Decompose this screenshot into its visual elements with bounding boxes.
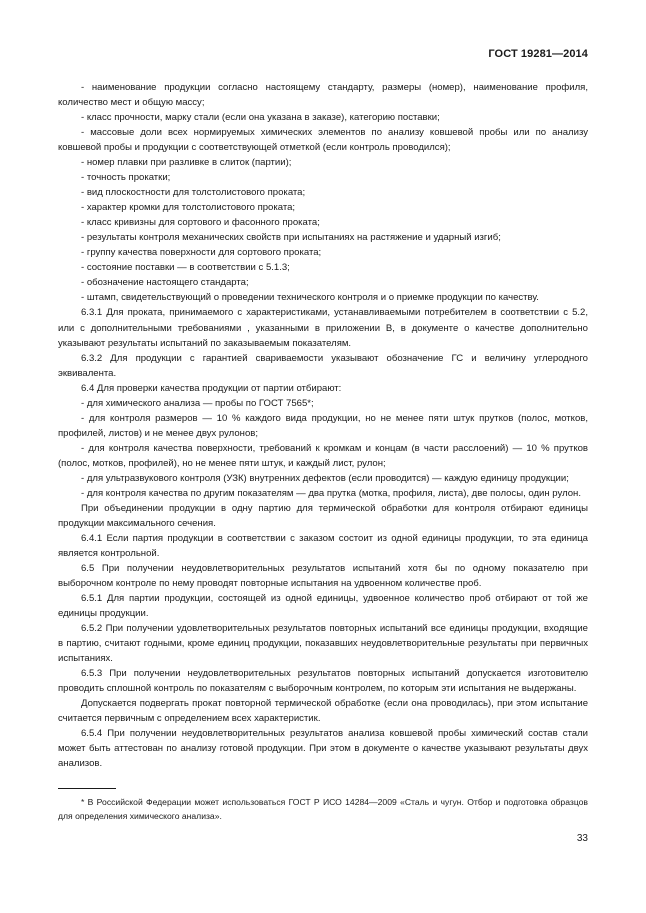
paragraph: - характер кромки для толстолистового проката; <box>81 202 296 214</box>
paragraph: - точность прокатки; <box>81 172 171 184</box>
paragraph: - класс прочности, марку стали (если она указана в заказе), категорию поставки; <box>81 112 440 124</box>
paragraph: 6.5.2 При получении удовлетворительных результатов повторных испытаний все единицы продукции, входящие в партию, считают годными, кроме единиц продукции, показавших неудовлетворительные результаты при первичных испытаниях. <box>58 623 588 665</box>
paragraph: 6.5.3 При получении неудовлетворительных результатов повторных испытаний допускается изготовителю проводить сплошной контроль по показателям с выборочным контролем, по которым эти испытания не выдержаны. <box>58 668 588 695</box>
paragraph: - вид плоскостности для толстолистового проката; <box>81 187 306 199</box>
paragraph: 6.4 Для проверки качества продукции от партии отбирают: <box>81 382 342 394</box>
footnote: * В Российской Федерации может использоваться ГОСТ Р ИСО 14284—2009 «Сталь и чугун. Отбор и подготовка образцов для определения химического анализа». <box>58 797 588 821</box>
paragraph: - состояние поставки — в соответствии с 5.1.3; <box>81 262 290 274</box>
paragraph: - для контроля качества по другим показателям — два прутка (мотка, профиля, листа), две полосы, один рулон. <box>81 487 581 499</box>
paragraph: - для контроля качества поверхности, требований к кромкам и концам (в части расслоений) — 10 % прутков (полос, мотков, профилей), но не менее пяти штук, и каждый лист, рулон; <box>58 442 588 469</box>
page-number: 33 <box>576 833 588 844</box>
paragraph: - обозначение настоящего стандарта; <box>81 277 249 289</box>
paragraph: 6.4.1 Если партия продукции в соответствии с заказом состоит из одной единицы продукции, то эта единица является контрольной. <box>58 532 588 559</box>
paragraph: - штамп, свидетельствующий о проведении технического контроля и о приемке продукции по качеству. <box>81 292 539 304</box>
paragraph: Допускается подвергать прокат повторной термической обработке (если она проводилась), при этом испытание считается первичным с определением всех характеристик. <box>58 698 588 725</box>
paragraph: 6.3.2 Для продукции с гарантией свариваемости указывают обозначение ГС и величину углеродного эквивалента. <box>58 352 588 379</box>
footnote-divider <box>58 788 116 789</box>
paragraph: 6.5.1 Для партии продукции, состоящей из одной единицы, удвоенное количество проб отбирают от той же единицы продукции. <box>58 593 588 620</box>
paragraph: 6.5 При получении неудовлетворительных результатов испытаний хотя бы по одному показателю при выборочном контроле по нему проводят повторные испытания на удвоенном количестве проб. <box>58 563 588 590</box>
paragraph: При объединении продукции в одну партию для термической обработки для контроля отбирают единицы продукции максимального сечения. <box>58 502 588 529</box>
paragraph: - массовые доли всех нормируемых химических элементов по анализу ковшевой пробы или по анализу ковшевой пробы и продукции с соответствующей отметкой (если контроль проводился); <box>58 127 588 154</box>
paragraph: - номер плавки при разливке в слиток (партии); <box>81 157 292 169</box>
document-body <box>58 80 588 771</box>
paragraph: 6.3.1 Для проката, принимаемого с характеристиками, устанавливаемыми потребителем в соответствии с 5.2, или с дополнительными требованиями , указанными в приложении В, в документе о качестве дополнительно указывают результаты испытаний по заказываемым показателям. <box>58 307 588 349</box>
paragraph: - для ультразвукового контроля (УЗК) внутренних дефектов (если проводится) — каждую единицу продукции; <box>81 472 569 484</box>
paragraph: - результаты контроля механических свойств при испытаниях на растяжение и ударный изгиб; <box>81 232 501 244</box>
paragraph: - для химического анализа — пробы по ГОСТ 7565*; <box>81 397 314 409</box>
paragraph: - наименование продукции согласно настоящему стандарту, размеры (номер), наименование профиля, количество мест и общую массу; <box>58 82 588 109</box>
paragraph: - класс кривизны для сортового и фасонного проката; <box>81 217 320 229</box>
paragraph: 6.5.4 При получении неудовлетворительных результатов анализа ковшевой пробы химический состав стали может быть аттестован по анализу готовой продукции. При этом в документе о качестве указывают результаты двух анализов. <box>58 728 588 770</box>
paragraph: - группу качества поверхности для сортового проката; <box>81 247 322 259</box>
document-header: ГОСТ 19281—2014 <box>488 48 588 60</box>
paragraph: - для контроля размеров — 10 % каждого вида продукции, но не менее пяти штук прутков (полос, мотков, профилей, листов) и не менее двух рулонов; <box>58 412 588 439</box>
